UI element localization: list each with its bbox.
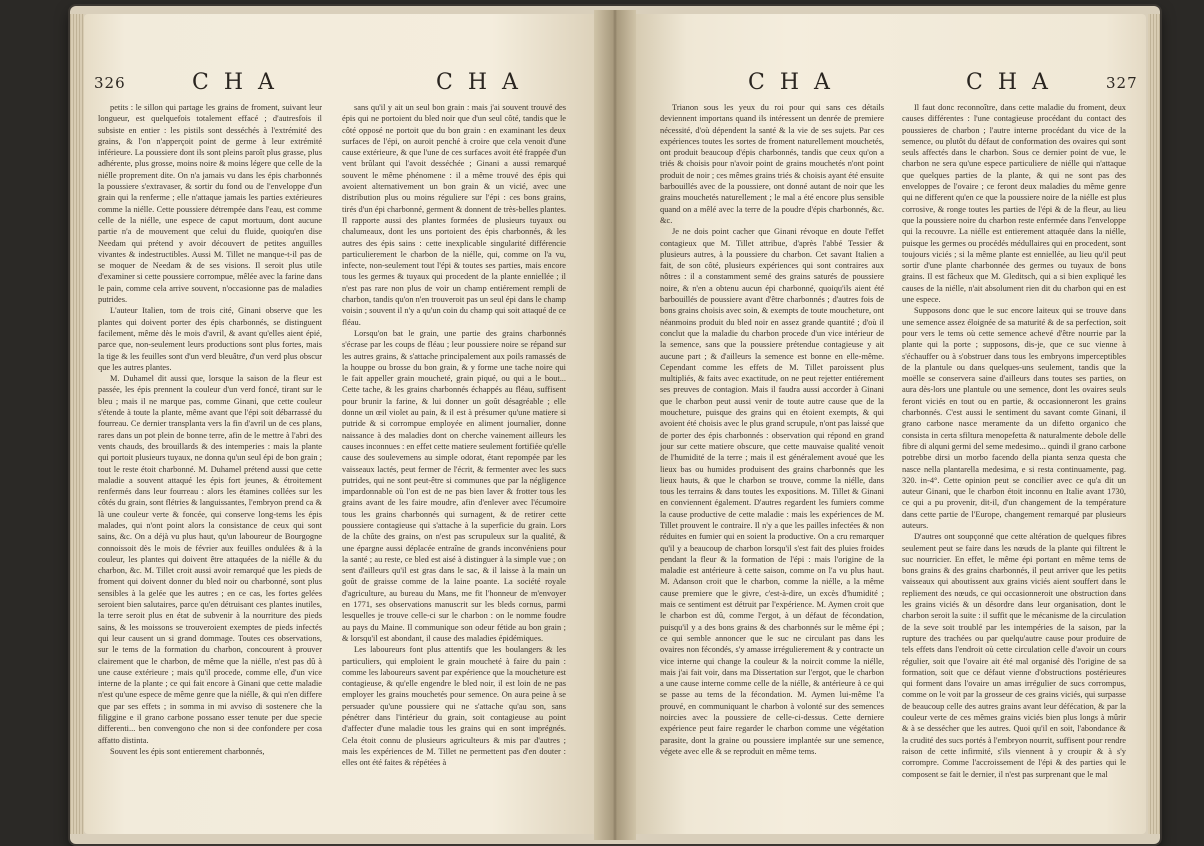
book-gutter <box>594 10 636 840</box>
open-book <box>70 6 1160 844</box>
paragraph: M. Duhamel dit aussi que, lorsque la saison de la fleur est passée, les épis prennent la couleur d'un verd foncé, tirant sur le bleu ; mais il ne marque pas, comme Ginani, que cette couleur s'étende à toute la plante, même avant que l'épi soit débarrassé du fourreau. Ce dernier transplanta vers la fin d'avril un de ces plans, rares dans un pot plein de bonne terre, afin de le mettre à l'abri des vents chauds, des brouillards & des intemperies : mais la plante qui portoit plusieurs tuyaux, ne donna qu'un seul épi de bon grain ; tout le reste étoit charbonné. M. Duhamel prétend aussi que cette maladie a souvent attaqué les épis fort jeunes, & étroitement renfermés dans leur fourreau : alors les étamines collées sur les côtés du grain, sont flétries & languissantes, l'embryon prend ca & là une couleur verte & foncée, qui conserve long-tems les épis malades, qui n'ont point alors la consistance de ceux qui sont sains, &c. On a déjà vu plus haut, qu'un laboureur de Bourgogne connoissoit dès le mois de février aux feuilles ondulées & à la couleur, les plantes qui doivent être attaquées de la niélle & du charbon, &c. M. Tillet croit aussi avoir remarqué que les pieds de froment qui doivent donner du bled noir ou charbonné, sont plus sensibles à la gelée que les autres ; en ce cas, les fortes gelées seroient bien salutaires, parce qu'en détruisant ces plantes inutiles, la terre seroit plus en état de subvenir à la nourriture des pieds sains, & les moissons se trouveroient exemptes de pieds infectés qui leur causent un si grand dommage. Toutes ces observations, sur le tems de la formation du charbon, concourent à prouver clairement que le charbon, de même que la niélle, n'est pas dû à une cause extérieure ; mais qu'il procede, comme elle, d'un vice interne de la plante ; ce qui fait encore à Ginani que cette maladie n'est qu'une espece de même genre que la niélle, & qui n'en differe que par ses effets ; in somma in mi avviso di sostenere che la filiggine e il grano carbone possano esser tenute per due specie differenti... ben convengono che non si dee confondere per cosa affatto distinta. <box>98 374 322 745</box>
left-page <box>84 14 594 834</box>
paragraph: Il faut donc reconnoître, dans cette maladie du froment, deux causes différentes : l'une contagieuse procédant du contact des poussieres de charbon ; l'autre interne procédant du vice de la semence, ou plutôt du défaut de conformation des ovaires qui sont seuls affectés dans le charbon. Sous ce dernier point de vue, le charbon ne sera qu'une espece particuliere de niélle qui n'attaque que quelques parties de la plante, & qui ne sont pas des enveloppes de l'ovaire ; ce feront deux maladies du même genre qui ne different qu'en ce que la poussiere noire de la niélle est plus corrosive, & ronge toutes les parties de l'épi & de la fleur, au lieu que la poussiere noire du charbon reste enfermée dans l'enveloppe qui la recouvre. La niélle est entierement attaquée dans la niélle, puisque les germes ou procédés médullaires qui en procedent, sont toujours viciés ; si la même plante est enniellée, au lieu qu'il peut sortir d'une plante charbonnée des germes ou tuyaux de bons grains. Il est fâcheux que M. Gleditsch, qui a si bien expliqué les causes de la niélle, n'ait absolument rien dit du charbon qui en est une espece. <box>902 103 1126 305</box>
paragraph: Trianon sous les yeux du roi pour qui sans ces détails deviennent importans quand ils intéressent un denrée de premiere nécessité, d'où dépendent la santé & la vie de ses sujets. Par ces expériences toutes les sortes de froment naturellement mouchetés, ont produit beaucoup d'épis charbonnés, tandis que ceux qu'on a triés & choisis pour n'avoir point de grains mouchetés n'ont point produit de noir ; ces mêmes grains triés & choisis ayant été ensuite barbouillés avec de la poussiere, ont donné autant de noir que les grains mouchetés naturellement ; le mal a été encore plus sensible quand on a mêlé avec la terre de la poudre d'épis charbonnés, &c. &c. <box>660 103 884 225</box>
paragraph: Souvent les épis sont entierement charbonnés, <box>110 746 265 756</box>
right-page <box>636 14 1146 834</box>
left-page-number: 326 <box>94 74 126 92</box>
left-column-2 <box>342 102 566 802</box>
paragraph: Supposons donc que le suc encore laiteux qui se trouve dans une semence assez éloignée de sa maturité & de sa perfection, soit pour vers le tems où cette semence achevé d'être nourrie par la plante qui la porte ; supposons, dis-je, que ce suc vienne à s'échauffer ou à s'obstruer dans tous les embryons imperceptibles de la plantule ou dans quelques-uns seulement, tandis que la moëlle se conservera saine d'ailleurs dans toutes ses parties, on aura dès-lors une plantule ou une semence, dont les ovaires seuls feront viciés en tout ou en partie, & occasionneront les grains charbonnés. C'est aussi le sentiment du savant comte Ginani, il grano carbone nasce meramente da un difetto organico che consista in certa sfiltura menopefetta & naturalmente debole delle fibre di alquni germi del seme medesimo... quindi il grano carbone potrebbe dirsi un morbo facendo della pianta senza questa che nasce nella plantarella medesima, e si resta continuamente, pag. 320. in-4°. Cette opinion peut se concilier avec ce qu'a dit un auteur Ginani, que le charbon étoit inconnu en Italie avant 1730, ce qui a pu provenir, dit-il, d'un changement de la température dans cette partie de l'Europe, changement remarqué par plusieurs auteurs. <box>902 306 1126 530</box>
left-column-1 <box>98 102 322 802</box>
right-running-head <box>636 70 1146 100</box>
paragraph: petits : le sillon qui partage les grains de froment, suivant leur longueur, est quelquefois totalement effacé ; d'autresfois il subsiste en entier : les pistils sont desséchés à l'extrémité des grains, & l'on n'apperçoit point de germe à leur extrémité inférieure. La poussiere dont ils sont pleins paroît plus grasse, plus adhérente, plus grosse, moins noire & moins légere que celle de la niélle proprement dite. On n'a jamais vu dans les épis charbonnés la poussiere s'extravaser, & sortir du fond ou de l'enveloppe d'un grain qui la renferme ; elle n'attaque jamais les parties extérieures comme la niélle. Cette poussiere détrempée dans l'eau, est comme celle de la niélle, une espece de caput mortuum, dont aucune partie n'a de mouvement que celui du fluide, quoiqu'en dise Needam qui prétend y avoir découvert de petites anguilles vivantes & indestructibles. Aussi M. Tillet ne manque-t-il pas de se moquer de Needam & de ses visions. Il seroit plus utile d'examiner si cette poussiere corrompue, mêlée avec la farine dans le pain, comme cela arrive souvent, n'occasionne pas de maladies putrides. <box>98 103 322 305</box>
paragraph: Les laboureurs font plus attentifs que les boulangers & les particuliers, qui emploient le grain moucheté à faire du pain : comme les laboureurs savent par expérience que la moucheture est contagieuse, & qu'elle engendre le bled noir, il est loin de ne pas employer les grains mouchetés pour semence. On aura peine à se persuader qu'une poussiere qui ne s'attache qu'au son, sans pénétrer dans l'intérieur du grain, soit contagieuse au point d'affecter d'une maladie tous les grains qui en sont imprégnés. Cela étoit connu de plusieurs agriculteurs & mis par d'autres ; mais les expériences de M. Tillet ne permettent pas d'en douter : elles ont été faites & répétées à <box>342 645 566 768</box>
left-head-word-1: C H A <box>192 70 278 95</box>
paragraph: Je ne dois point cacher que Ginani révoque en doute l'effet contagieux que M. Tillet attribue, d'après l'abbé Tessier & plusieurs autres, à la poussiere du charbon. Cet savant Italien a fait, de son côté, plusieurs expériences qui sont contraires aux nôtres : il a constamment semé des grains saturés de poussiere noire, & n'en a obtenu aucun épi charbonné, quoiqu'ils aient été barbouillés de poussiere avant d'être charbonnés ; d'autres fois de bons grains choisis avec soin, & exempts de toute moucheture, ont néanmoins produit du bled noir en assez grande quantité ; d'où il conclut que la maladie du charbon procede d'un vice intérieur de la semence, sans que la poussiere prétendue contagieuse y ait aucune part ; & d'ailleurs la semence est bonne en elle-même. Cependant comme les effets de M. Tillet paroissent plus multipliés, & faits avec exactitude, on ne peut rejetter entiérement ses preuves de contagion. Mais il faudra aussi accorder à Ginani que le charbon peut aussi venir de toute autre cause que de la moucheture, puisque des grains qui en étoient exempts, & qui avoient été choisis avec le plus grand scrupule, n'ont pas laissé que de porter des épis charbonnés : observation qui répond en grand jour sur cette matiere obscure, que cette mauvaise qualité venoit de l'humidité de la terre ; mais il est généralement avoué que les lieux bas ou humides produisent des grains charbonnés que les lieux hauts, & que le charbon se trouve, comme la niélle, dans tous les terrains & dans toutes les expositions. M. Tillet & Ginani en conviennent également. D'autres regardent les fumiers comme la cause productive de cette maladie : mais les expériences de M. Tillet prouvent le contraire. Il n'y a que les pailles infectées & non réduites en fumier qui en soient la productive. On a cru remarquer qu'il y a beaucoup de charbon lorsqu'il s'est fait des pluies froides pendant la fleur & la formation de l'épi : mais l'origine de la maladie est antérieure à cette saison, comme on l'a vu plus haut. M. Adanson croit que le charbon, comme la niélle, a la même cause premiere que le givre, c'est-à-dire, un excès d'humidité ; mais ce sentiment est détruit par l'expérience. M. Aymen croit que le charbon est dû, comme l'ergot, à un défaut de fécondation, puisqu'il y a des bons grains & des charbonnés sur le même épi ; ce qui semble annoncer que le suc ne circulant pas dans les ovaires non fécondés, s'y amasse irrégulierement & y contracte un vice interne qui change la couleur & la noircit comme la niélle, mais j'ai fait voir, dans ma Dissertation sur l'ergot, que le charbon a une cause interne comme celle de la niélle, & antérieure à ce qui se passe au tems de la fécondation. M. Aymen lui-même l'a prouvé, en communiquant le charbon à volonté sur des semences noircies avec la poussiere de celle-ci-dessus. Cette derniere expérience peut faire regarder le charbon comme une végétation parasite, dont la graine ou poussiere implantée sur une semence, végete avec elle & se reproduit en même tems. <box>660 227 884 756</box>
left-page-edges <box>70 14 84 834</box>
paragraph: Lorsqu'on bat le grain, une partie des grains charbonnés s'écrase par les coups de fléau ; leur poussiere noire se répand sur les autres grains, & s'attache principalement aux poils ramassés de la houppe ou brosse du bon grain, & y forme une tache noire qui le fait appeller grain moucheté, grain piqué, ou qui a le bout... Cette tache, & les grains charbonnés échappés au fléau, suffisent pour brunir la farine, & lui donner un goût désagréable ; elle donne un œil violet au pain, & il est à présumer qu'une matiere si putride & si corrompue employée en aliment journalier, donne naissance à des maladies dont on cherche vainement ailleurs les causes inconnues : en effet cette matiere seulement fortifiée qu'elle cause des soulevemens au simple odorat, étant repompée par les vaisseaux lactés, peut fermer de l'écrit, & fermenter avec les sucs putrides, qui ne sont peut-être si communes que par la négligence impardonnable où l'on est de ne pas bien laver & frotter tous les grains avant de les faire moudre, afin d'enlever avec l'écumoire tous les grains charbonnés qui surnagent, & de retirer cette poussiere contagieuse qui s'attache à la superficie du grain. Lors de la chûte des grains, on n'est pas scrupuleux sur la qualité, & une épargne aussi déplacée entraîne de grands inconvéniens pour la santé ; au reste, ce bled est aisé à distinguer à la simple vue ; on sent d'ailleurs qu'il est gras dans le sac, & il laisse à la main un goût de graisse comme de la laine poante. La société royale d'agriculture, au bureau du Mans, me fit l'honneur de m'envoyer en 1771, ses observations manuscrit sur les bleds cornus, parmi lesquelles je trouve celle-ci sur le charbon : on le nomme foudre au pays du Maine. Il communique son odeur fétide au bon grain ; & lorsqu'il est abondant, il cause des maladies épidémiques. <box>342 328 566 643</box>
right-page-number: 327 <box>1106 74 1138 92</box>
left-running-head <box>84 70 594 100</box>
right-page-edges <box>1148 14 1160 834</box>
paragraph: D'autres ont soupçonné que cette altération de quelques fibres seulement peut se faire dans les nœuds de la plante qui filtrent le suc nourricier. En effet, le même épi portant en même tems de bons grains & des grains charbonnés, il peut arriver que les petits vaisseaux qui aboutissent aux grains viciés aient souffert dans le repliement des nœuds, ce qui occasionneroit une obstruction dans les grains viciés & un désordre dans leur organisation, dont le charbon seroit la suite : il suffit que le mécanisme de la circulation de la seve soit troublé par les intempéries de la saison, par la rupture des trachées ou par quelqu'autre cause pour produire de tels effets dans l'endroit où cette circulation celle d'avoir un cours régulier, soit que l'ovaire ait été mal organisé dès l'origine de sa formation, soit que ce défaut vienne d'obstructions postérieures qui forment dans l'ovaire un amas irrégulier de sucs corrompus, comme on le voit par la grosseur de ces grains viciés, qui surpasse de beaucoup celle des autres grains avant leur défécation, & par la couleur verte de ces mêmes grains viciés bien plus longs à mûrir & à se dessécher que les autres. Quoi qu'il en soit, l'abondance & la crudité des sucs portés à l'embryon nourrit, suffisent pour rendre raison de cette infirmité, s'ils viennent à y croupir & à s'y corrompre. Comme l'accroissement de l'épi & des parties qui le composent se fait le dernier, il n'est pas surprenant que le mal <box>902 532 1126 779</box>
paragraph: L'auteur Italien, tom de trois cité, Ginani observe que les plantes qui doivent porter des épis charbonnés, se distinguent facilement, même dès le mois d'avril, & avant qu'elles aient épié, parce que, non-seulement leurs productions sont plus fortes, mais la tige & les feuilles sont d'un verd bleuâtre, d'un verd plus obscur que les autres plantes. <box>98 306 322 372</box>
right-column-2 <box>902 102 1126 802</box>
paragraph: sans qu'il y ait un seul bon grain : mais j'ai souvent trouvé des épis qui ne portoient du bled noir que d'un seul côté, tandis que le côté opposé ne portoit que du bon grain : en examinant les deux surfaces de l'épi, on auroit penché à croire que cela venoit d'une cause extérieure, & que l'une de ces surfaces avoit été frappée d'un vent brûlant qui l'avoit desséchée ; Ginani a aussi remarqué souvent le même phénomene : il a même trouvé des épis qui avoient alternativement un bon grain & un vicié, avec une distribution plus ou moins réguliere sur l'épi : ces bons grains, tirés d'un épi charbonné, germent & donnent de très-belles plantes. Il rapporte aussi des plantes formées de plusieurs tuyaux ou chalumeaux, dont les uns portoient des épis charbonnés, & les autres des épis sains : cette inexplicable singularité différencie particulierement le charbon de la niélle, qui, comme on l'a vu, infecte, non-seulement tout l'épi & toutes ses parties, mais encore tous les germes & tuyaux qui procedent de la plante enniellée ; il n'est pas rare non plus de voir un champ entiérement rempli de charbon, tandis qu'on n'en trouveroit pas un seul épi dans le champ voisin ; souvent il n'y a qu'un coin du champ qui soit attaqué de ce fléau. <box>342 103 566 327</box>
right-head-word-2: C H A <box>966 70 1052 95</box>
right-head-word-1: C H A <box>748 70 834 95</box>
left-head-word-2: C H A <box>436 70 522 95</box>
right-column-1 <box>660 102 884 802</box>
